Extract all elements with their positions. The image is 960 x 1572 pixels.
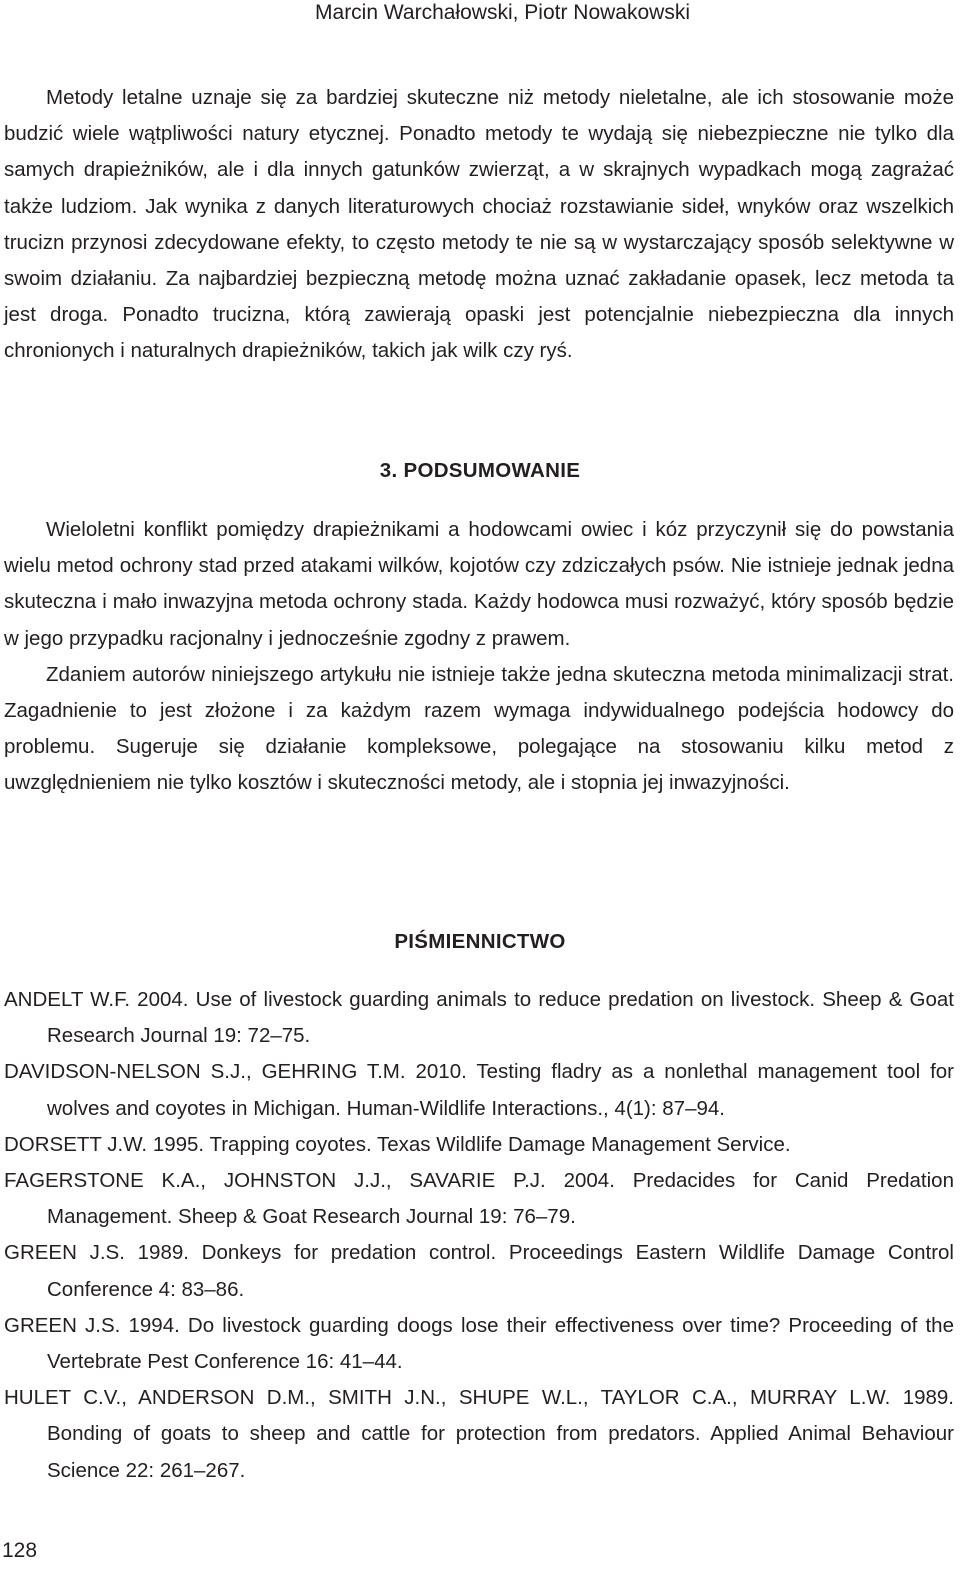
reference-item: GREEN J.S. 1994. Do livestock guarding doogs lose their effectiveness over time? Proceeding of the Vertebrate Pest Conference 16: 41–44. bbox=[4, 1313, 954, 1374]
summary-paragraph-2: Zdaniem autorów niniejszego artykułu nie istnieje także jedna skuteczna metoda minimalizacji strat. Zagadnienie to jest złożone i za każdym razem wymaga indywidualnego podejścia hodowcy do problemu. Sugeruje się działanie kompleksowe, polegające na stosowaniu kilku metod z uwzględnieniem nie tylko kosztów i skuteczności metody, ale i stopnia jej inwazyjności. bbox=[4, 662, 954, 795]
summary-text bbox=[4, 512, 954, 802]
running-header-authors: Marcin Warchałowski, Piotr Nowakowski bbox=[315, 1, 690, 24]
summary-paragraph-1: Wieloletni konflikt pomiędzy drapieżnikami a hodowcami owiec i kóz przyczynił się do powstania wielu metod ochrony stad przed atakami wilków, kojotów czy zdziczałych psów. Nie istnieje jednak jedna skuteczna i mało inwazyjna metoda ochrony stada. Każdy hodowca musi rozważyć, który sposób będzie w jego przypadku racjonalny i jednocześnie zgodny z prawem. bbox=[4, 518, 954, 650]
page-number: 128 bbox=[2, 1539, 38, 1562]
references-list bbox=[4, 982, 954, 1489]
reference-item: ANDELT W.F. 2004. Use of livestock guarding animals to reduce predation on livestock. Sheep & Goat Research Journal 19: 72–75. bbox=[4, 988, 954, 1048]
reference-item: GREEN J.S. 1989. Donkeys for predation control. Proceedings Eastern Wildlife Damage Control Conference 4: 83–86. bbox=[4, 1241, 954, 1301]
section-heading-references: PIŚMIENNICTWO bbox=[394, 930, 566, 953]
reference-item: FAGERSTONE K.A., JOHNSTON J.J., SAVARIE P.J. 2004. Predacides for Canid Predation Management. Sheep & Goat Research Journal 19: 76–79. bbox=[4, 1169, 954, 1229]
body-paragraph: Metody letalne uznaje się za bardziej skuteczne niż metody nieletalne, ale ich stosowanie może budzić wiele wątpliwości natury etycznej. Ponadto metody te wydają się niebezpieczne nie tylko dla samych drapieżników, ale i dla innych gatunków zwierząt, a w skrajnych wypadkach mogą zagrażać także ludziom. Jak wynika z danych literaturowych chociaż rozstawianie sideł, wnyków oraz wszelkich trucizn przynosi zdecydowane efekty, to często metody te nie są w wystarczający sposób selektywne w swoim działaniu. Za najbardziej bezpieczną metodę można uznać zakładanie opasek, lecz metoda ta jest droga. Ponadto trucizna, którą zawierają opaski jest potencjalnie niebezpieczna dla innych chronionych i naturalnych drapieżników, takich jak wilk czy ryś. bbox=[4, 86, 954, 363]
reference-item: HULET C.V., ANDERSON D.M., SMITH J.N., SHUPE W.L., TAYLOR C.A., MURRAY L.W. 1989. Bonding of goats to sheep and cattle for protection from predators. Applied Animal Behaviour Science 22: 261–267. bbox=[4, 1386, 954, 1482]
reference-item: DAVIDSON-NELSON S.J., GEHRING T.M. 2010. Testing fladry as a nonlethal management tool for wolves and coyotes in Michigan. Human-Wildlife Interactions., 4(1): 87–94. bbox=[4, 1060, 954, 1120]
reference-item: DORSETT J.W. 1995. Trapping coyotes. Texas Wildlife Damage Management Service. bbox=[4, 1132, 791, 1156]
section-heading-summary: 3. PODSUMOWANIE bbox=[379, 459, 581, 482]
body-text bbox=[4, 80, 954, 370]
